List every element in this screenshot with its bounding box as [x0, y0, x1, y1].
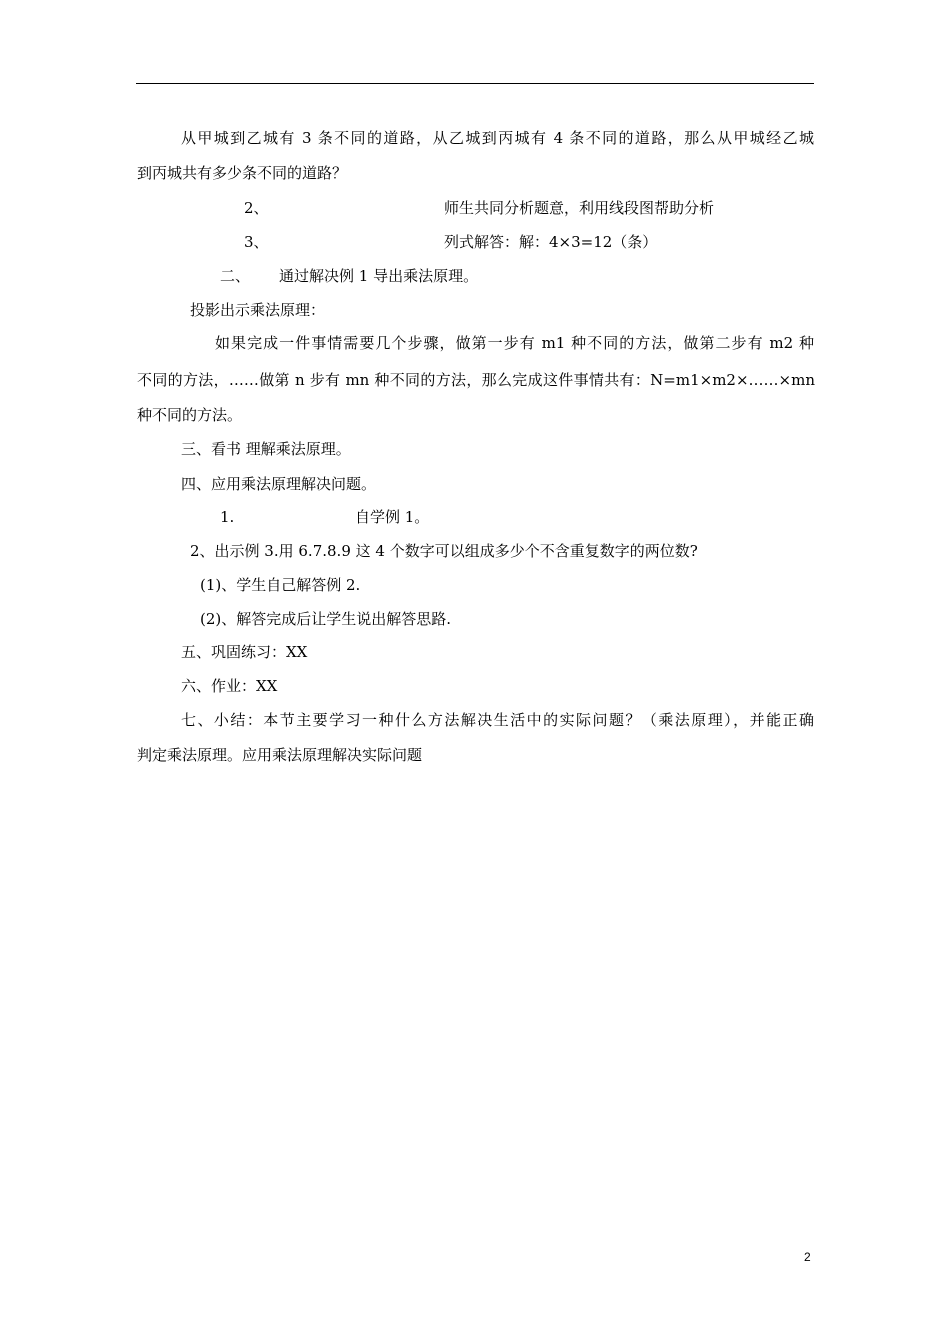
rule-line-1: 如果完成一件事情需要几个步骤，做第一步有 m1 种不同的方法，做第二步有 m2 种: [215, 334, 814, 352]
sub-item-2a: (1)、学生自己解答例 2.: [200, 576, 361, 594]
section-5: 五、巩固练习：XX: [181, 643, 308, 661]
rule-line-3: 种不同的方法。: [137, 406, 243, 424]
section-7-line-2: 判定乘法原理。应用乘法原理解决实际问题: [137, 746, 423, 764]
sub-item-2: 2、出示例 3.用 6.7.8.9 这 4 个数字可以组成多少个不含重复数字的两位数?: [190, 542, 698, 560]
item-2-text: 师生共同分析题意，利用线段图帮助分析: [444, 199, 715, 217]
problem-line-2: 到丙城共有多少条不同的道路？: [137, 164, 348, 182]
rule-line-2: 不同的方法，……做第 n 步有 mn 种不同的方法，那么完成这件事情共有：N=m1×m2×……×mn: [137, 371, 815, 389]
item-3-text: 列式解答：解：4×3=12（条）: [444, 233, 658, 251]
header-rule: [136, 83, 814, 84]
section-3: 三、看书 理解乘法原理。: [181, 440, 351, 458]
section-2-text: 通过解决例 1 导出乘法原理。: [279, 267, 479, 285]
section-6: 六、作业：XX: [181, 677, 278, 695]
projection-heading: 投影出示乘法原理：: [190, 301, 326, 319]
sub-item-1-number: 1.: [220, 508, 235, 526]
item-2-number: 2、: [244, 199, 269, 217]
section-2-number: 二、: [220, 267, 251, 285]
problem-line-1: 从甲城到乙城有 3 条不同的道路，从乙城到丙城有 4 条不同的道路，那么从甲城经乙城: [181, 129, 814, 147]
section-4: 四、应用乘法原理解决问题。: [181, 475, 377, 493]
sub-item-1-text: 自学例 1。: [355, 508, 430, 526]
item-3-number: 3、: [244, 233, 269, 251]
page-number: 2: [804, 1250, 811, 1264]
section-7-line-1: 七、小结：本节主要学习一种什么方法解决生活中的实际问题？（乘法原理），并能正确: [181, 711, 814, 729]
sub-item-2b: (2)、解答完成后让学生说出解答思路.: [200, 610, 452, 628]
